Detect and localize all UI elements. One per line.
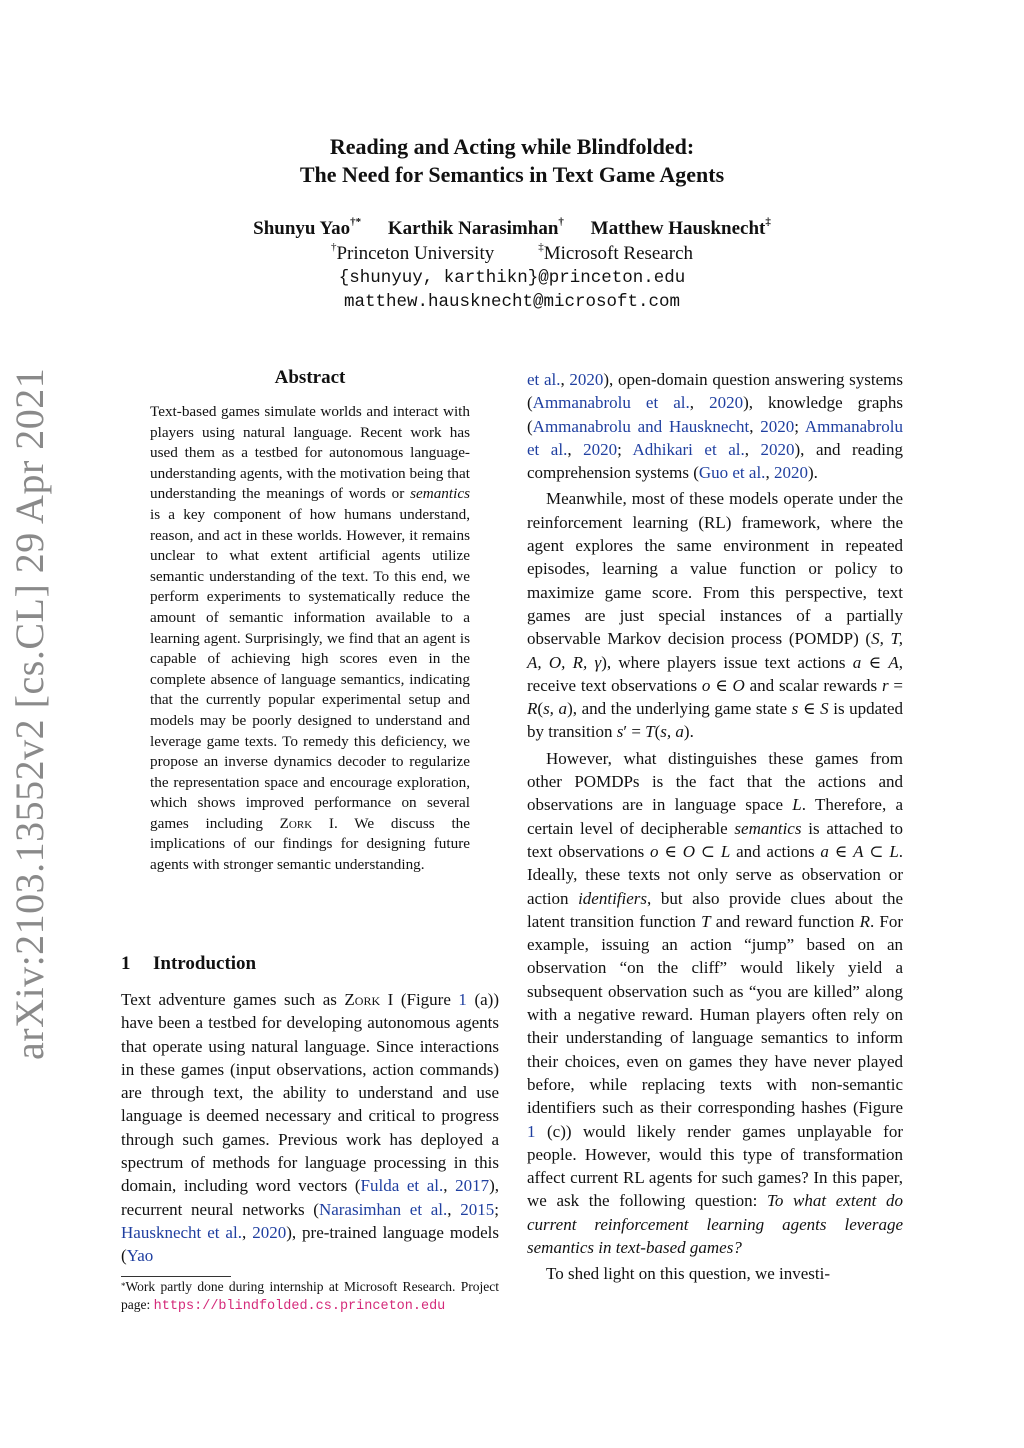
paragraph-rl-framework: Meanwhile, most of these models operate under the reinforcement learning (RL) framework, where the agent explores the same environment in repeated episodes, learning a value function or policy to maximize game score. From this perspective, text games are just special instances of a partially observable Markov decision process (POMDP) (S, T, A, O, R, γ), where players issue text actions a ∈ A, receive text observations o ∈ O and scalar rewards r = R(s, a), and the underlying game state s ∈ S is updated by transition s′ = T(s, a). — [527, 489, 903, 742]
paragraph-semantics: However, what distinguishes these games from other POMDPs is the fact that the actions and observations are in language space L. Therefore, a certain level of decipherable semantics is attached to text observations o ∈ O ⊂ L and actions a ∈ A ⊂ L. Ideally, these texts not only serve as observation or action identifiers, but also provide clues about the latent transition function T and reward function R. For example, issuing an action “jump” based on an observation “on the cliff” would likely yield a subsequent observation such as “you are killed” along with a negative reward. Human players often rely on their understanding of language semantics to inform their choices, even on games they have never played before, while replacing texts with non-semantic identifiers such as their corresponding hashes (Figure 1 (c)) would likely render games unplayable for people. However, would this type of transformation affect current RL agents for such games? In this paper, we ask the following question: To what extent do current reinforcement learning agents leverage semantics in text-based games? — [527, 748, 904, 1257]
affiliations: †Princeton University ‡Microsoft Research — [330, 241, 694, 264]
arxiv-identifier: arXiv:2103.13552v2 [cs.CL] 29 Apr 2021 — [7, 367, 52, 1060]
citation-link[interactable]: Guo et al. — [698, 463, 766, 483]
citation-link[interactable]: 2020 — [773, 463, 808, 483]
citation-link[interactable]: 2020 — [709, 393, 744, 413]
citation-link[interactable]: Ammanabrolu and Hausknecht — [532, 416, 750, 436]
citation-link[interactable]: Ammanabrolu et al. — [532, 393, 690, 413]
citation-link[interactable]: 2020 — [569, 370, 604, 389]
figure-ref-link[interactable]: 1 — [527, 1121, 536, 1141]
footnote-rule — [121, 1276, 231, 1277]
citation-link[interactable]: 2020 — [760, 416, 795, 436]
email-princeton: {shunyuy, karthikn}@princeton.edu — [338, 268, 686, 288]
paragraph-continued: et al., 2020), open-domain question answering systems (Ammanabrolu et al., 2020), knowledge graphs (Ammanabrolu and Hausknecht, 2020; Ammanabrolu et al., 2020; Adhikari et al., 2020), and reading comprehension systems (Guo et al., 2020). — [527, 370, 904, 483]
paragraph-investigate: To shed light on this question, we investi- — [546, 1264, 831, 1284]
citation-link[interactable]: et al. — [527, 370, 561, 389]
email-microsoft: matthew.hausknecht@microsoft.com — [343, 292, 681, 312]
author-name: Karthik Narasimhan — [387, 218, 559, 239]
citation-link[interactable]: 2020 — [583, 439, 618, 459]
citation-link[interactable]: Fulda et al. — [360, 1176, 444, 1196]
footnote: *Work partly done during internship at Microsoft Research. Project page: https://blindfolded.cs.princeton.edu — [121, 1279, 499, 1314]
citation-link[interactable]: 2015 — [460, 1199, 495, 1219]
project-page-link[interactable]: https://blindfolded.cs.princeton.edu — [153, 1298, 446, 1314]
citation-link[interactable]: Narasimhan et al. — [318, 1199, 448, 1219]
author-name: Matthew Hausknecht — [590, 218, 766, 239]
citation-link[interactable]: Yao — [126, 1246, 154, 1266]
citation-link[interactable]: 2020 — [760, 439, 795, 459]
citation-link[interactable]: Ammanabrolu et al. — [527, 416, 904, 459]
introduction-paragraph: Text adventure games such as Zork I (Figure 1 (a)) have been a testbed for developing autonomous agents that operate using natural language. Since interactions in these games (input observations, action commands) are through text, the ability to understand and use language is deemed necessary and critical to progress through such games. Previous work has deployed a spectrum of methods for language processing in this domain, including word vectors (Fulda et al., 2017), recurrent neural networks (Narasimhan et al., 2015; Hausknecht et al., 2020), pre-trained language models (Yao — [121, 990, 500, 1266]
abstract-heading: Abstract — [274, 367, 346, 388]
paper-title: Reading and Acting while Blindfolded: The Need for Semantics in Text Game Agents — [299, 134, 725, 187]
figure-ref-link[interactable]: 1 — [458, 990, 467, 1009]
citation-link[interactable]: Adhikari et al. — [632, 439, 745, 459]
author-name: Shunyu Yao — [253, 218, 351, 239]
citation-link[interactable]: 2020 — [252, 1222, 287, 1242]
abstract-text: Text-based games simulate worlds and interact with players using natural language. Recent work has used them as a testbed for autonomous language-understanding agents, with the motivation being that understanding the meanings of words or semantics is a key component of how humans understand, reason, and act in these worlds. However, it remains unclear to what extent artificial agents utilize semantic understanding of the text. To this end, we perform experiments to systematically reduce the amount of semantic information available to a learning agent. Surprisingly, we find that an agent is capable of achieving high scores even in the complete absence of language semantics, indicating that the currently popular experimental setup and models may be poorly designed to understand and leverage game texts. To remedy this deficiency, we propose an inverse dynamics decoder to regularize the representation space and encourage exploration, which shows improved performance on several games including Zork I. We discuss the implications of our findings for designing future agents with stronger semantic understanding. — [150, 403, 471, 874]
section-heading-introduction: 1 Introduction — [121, 953, 257, 974]
author-list: Shunyu Yao†* Karthik Narasimhan† Matthew Hausknecht‡ — [253, 216, 771, 239]
citation-link[interactable]: 2017 — [455, 1176, 490, 1196]
right-column-text — [527, 368, 903, 1289]
citation-link[interactable]: Hausknecht et al. — [121, 1222, 242, 1242]
